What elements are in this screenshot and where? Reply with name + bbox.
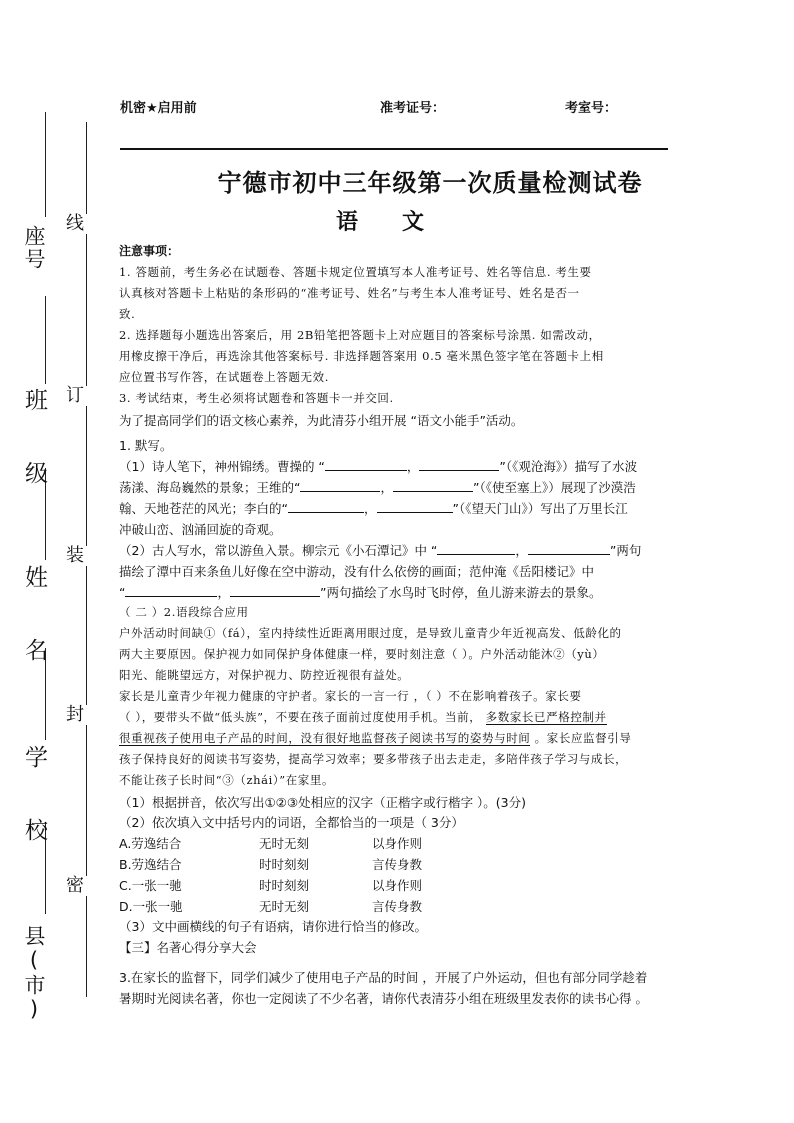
bind-word-mi: 密 <box>62 876 88 896</box>
bind-word-feng: 封 <box>62 705 88 725</box>
q1-text: ”（《使至塞上》）展现了沙漠浩 <box>473 480 636 495</box>
q2-text: 。家长应监督引导 <box>530 731 632 745</box>
answer-blank[interactable] <box>300 478 380 492</box>
answer-blank[interactable] <box>393 478 473 492</box>
option-text: D.一张一驰 <box>119 899 183 914</box>
q1-line-d: 冲破山峦、汹涌回旋的奇观。 <box>119 522 282 537</box>
field-class-blank <box>45 296 46 384</box>
q1-line-f: 描绘了潭中百来条鱼儿好像在空中游动，没有什么依傍的画面；范仲淹《岳阳楼记》中 <box>119 564 595 579</box>
q1-text: （2）古人写水，常以游鱼入景。柳宗元《小石潭记》中 “ <box>119 543 438 558</box>
note-2a: 2. 选择题每小题选出答案后，用 2B铅笔把答题卡上对应题目的答案标号涂黑. 如需改动， <box>119 328 601 342</box>
option-text: B.劳逸结合 <box>119 857 182 872</box>
option-d[interactable] <box>119 897 519 915</box>
q2-heading: （ 二 ）2.语段综合应用 <box>119 605 249 619</box>
q2-sub-2: （2）依次填入文中括号内的词语，全都恰当的一项是（ 3分） <box>119 815 464 830</box>
note-2c: 应位置书写作答，在试题卷上答题无效. <box>119 370 329 384</box>
answer-blank[interactable] <box>377 499 453 513</box>
note-2b: 用橡皮擦干净后，再选涂其他答案标号. 非选择题答案用 0.5 毫米黑色签字笔在答题卡上相 <box>119 349 604 363</box>
q2-text-1: 户外活动时间缺①（fá），室内持续性近距离用眼过度，是导致儿童青少年近视高发、低龄化的 <box>119 626 622 640</box>
page-title: 宁德市初中三年级第一次质量检测试卷 <box>217 168 643 197</box>
q2-text-3: 阳光、能眺望远方，对保护视力、防控近视很有益处。 <box>119 668 410 682</box>
q1-line-e <box>119 541 641 559</box>
answer-blank[interactable] <box>419 457 499 471</box>
note-1b: 认真核对答题卡上粘贴的条形码的“准考证号、姓名”与考生本人准考证号、姓名是否一 <box>119 286 580 300</box>
q1-text: ”（《观沧海》）描写了水波 <box>499 459 638 474</box>
room-label: 考室号： <box>565 101 618 116</box>
option-c[interactable] <box>119 876 519 894</box>
option-text: A.劳逸结合 <box>119 836 182 851</box>
q3-heading: 【三】名著心得分享大会 <box>119 940 257 955</box>
field-seat-blank <box>45 112 46 217</box>
q2-text-6 <box>119 730 631 746</box>
field-county-label: 县(市) <box>22 925 46 1023</box>
note-1c: 致. <box>119 307 136 321</box>
q1-text: ， <box>217 585 230 600</box>
option-text: 时时刻刻 <box>259 857 310 872</box>
q1-text: ， <box>515 543 528 558</box>
q2-sub-1: （1）根据拼音，依次写出①②③处相应的汉字（正楷字或行楷字 ）。(3分) <box>119 795 527 810</box>
q2-text: （ ），要带头不做“低头族”，不要在孩子面前过度使用手机。当前， <box>119 710 486 724</box>
q1-text: ， <box>380 480 393 495</box>
notes-heading: 注意事项： <box>119 244 180 258</box>
option-text: 言传身教 <box>372 899 423 914</box>
bind-word-zhuang: 装 <box>62 546 88 566</box>
field-name-label: 姓 名 <box>21 565 47 673</box>
q1-text: “ <box>119 585 126 600</box>
q1-text: ”两句描绘了水鸟时飞时停，鱼儿游来游去的景象。 <box>320 585 602 600</box>
q1-line-g <box>119 583 601 601</box>
q1-text: 翰、天地苍茫的风光；李白的“ <box>119 501 288 516</box>
option-text: 无时无刻 <box>259 836 310 851</box>
q1-text: ”两句 <box>609 543 642 558</box>
q1-text: ， <box>406 459 420 474</box>
q2-text-7: 孩子保持良好的阅读书写姿势，提高学习效率；要多带孩子出去走走，多陪伴孩子学习与成长， <box>119 752 628 766</box>
option-text: 言传身教 <box>372 857 423 872</box>
note-3: 3. 考试结束，考生必须将试题卷和答题卡一并交回. <box>119 391 394 405</box>
q1-text: （1）诗人笔下，神州锦绣。曹操的 “ <box>119 459 325 474</box>
q1-label: 1. 默写。 <box>119 438 173 453</box>
q2-text-2: 两大主要原因。保护视力如同保护身体健康一样，要时刻注意（ ）。户外活动能沐②（yù） <box>119 647 605 661</box>
answer-blank[interactable] <box>288 499 364 513</box>
field-seat-label: 座号 <box>22 225 46 271</box>
q1-line-a <box>119 457 637 475</box>
bind-word-xian: 线 <box>62 214 88 234</box>
header-rule <box>120 148 668 150</box>
exam-id-label: 准考证号： <box>380 101 446 116</box>
field-school-label: 学 校 <box>21 745 47 853</box>
underlined-sentence: 很重视孩子使用电子产品的时间，没有很好地监督孩子阅读书写的姿势与时间 <box>119 731 531 745</box>
answer-blank[interactable] <box>325 457 407 471</box>
note-1a: 1. 答题前，考生务必在试题卷、答题卡规定位置填写本人准考证号、姓名等信息. 考生要 <box>119 265 592 279</box>
q3-text-b: 暑期时光阅读名著，你也一定阅读了不少名著，请你代表清芬小组在班级里发表你的读书心得 。 <box>119 991 648 1006</box>
option-text: C.一张一驰 <box>119 878 182 893</box>
q2-text-5 <box>119 709 607 725</box>
field-class-label: 班 级 <box>21 388 47 496</box>
option-text: 以身作则 <box>372 836 423 851</box>
q1-line-c <box>119 499 628 517</box>
q2-sub-3: （3）文中画横线的句子有语病，请你进行恰当的修改。 <box>119 919 427 934</box>
q1-text: ”（《望天门山》）写出了万里长江 <box>452 501 628 516</box>
q2-text-4: 家长是儿童青少年视力健康的守护者。家长的一言一行 ，（ ）不在影响着孩子。家长要 <box>119 689 582 703</box>
answer-blank[interactable] <box>125 583 217 597</box>
answer-blank[interactable] <box>528 541 610 555</box>
option-text: 以身作则 <box>372 878 423 893</box>
answer-blank[interactable] <box>230 583 320 597</box>
option-b[interactable] <box>119 855 519 873</box>
subject-title: 语文 <box>336 209 469 235</box>
option-text: 时时刻刻 <box>259 878 310 893</box>
bind-word-ding: 订 <box>62 386 88 406</box>
intro-text: 为了提高同学们的语文核心素养，为此清芬小组开展 “语文小能手”活动。 <box>119 413 524 428</box>
underlined-sentence: 多数家长已严格控制并 <box>485 710 607 724</box>
q1-text: ， <box>363 501 377 516</box>
option-text: 无时无刻 <box>259 899 310 914</box>
q1-text: 荡漾、海岛巍然的景象；王维的“ <box>119 480 301 495</box>
q3-text-a: 3.在家长的监督下，同学们减少了使用电子产品的时间 ，开展了户外运动，但也有部分同学趁着 <box>119 970 648 985</box>
answer-blank[interactable] <box>437 541 515 555</box>
q2-text-8: 不能让孩子长时间“③（zhái）”在家里。 <box>119 773 335 787</box>
option-a[interactable] <box>119 834 519 852</box>
q1-line-b <box>119 478 636 496</box>
secret-label: 机密★启用前 <box>120 101 197 116</box>
